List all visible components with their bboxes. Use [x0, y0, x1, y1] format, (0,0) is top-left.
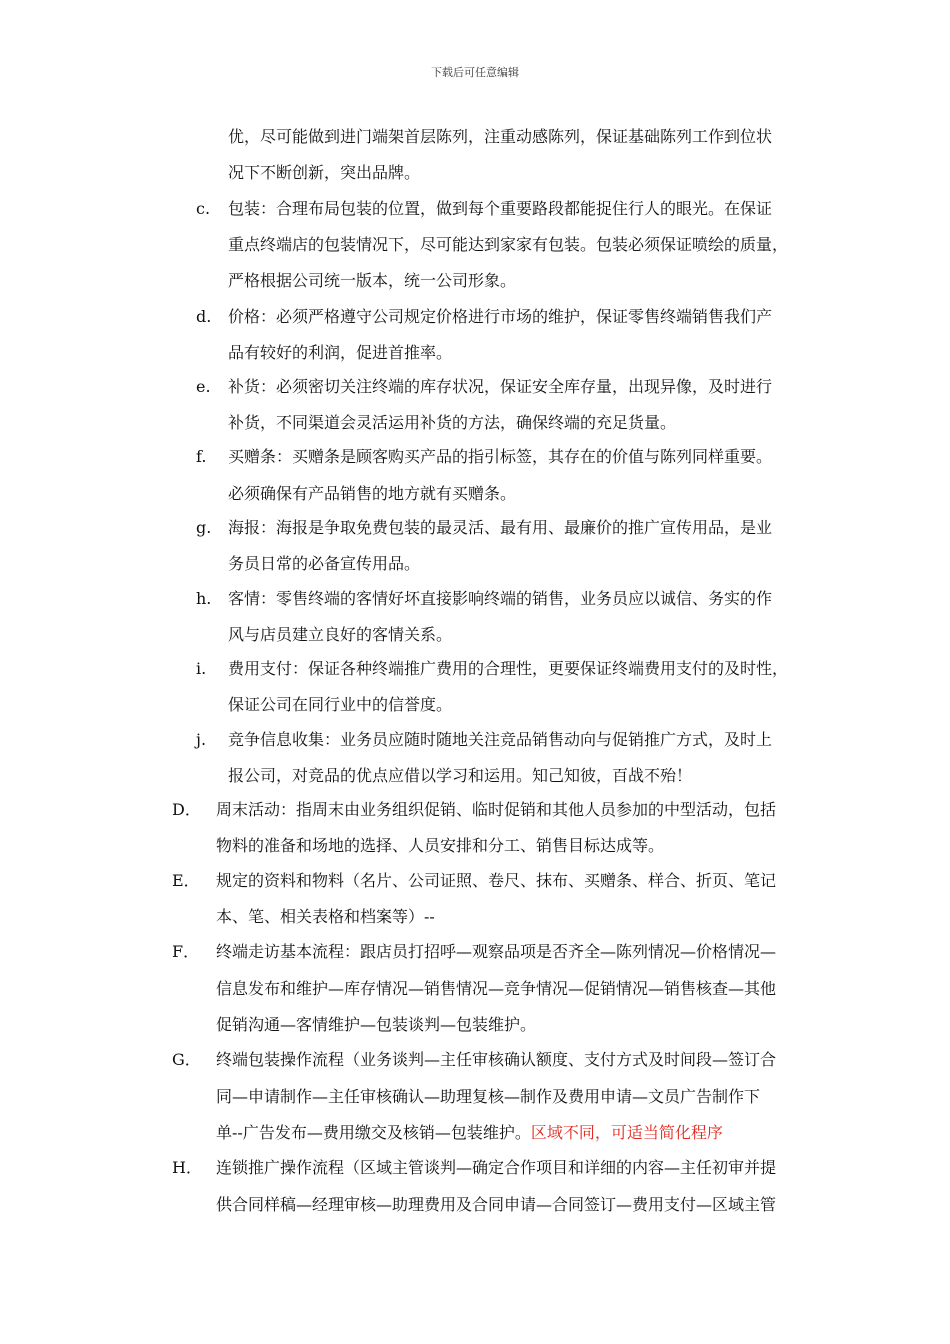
list-item-line: 规定的资料和物料（名片、公司证照、卷尺、抹布、买赠条、样合、折页、笔记: [216, 871, 777, 890]
list-item-line: 报公司，对竞品的优点应借以学习和运用。知己知彼，百战不殆！: [228, 766, 693, 785]
list-item-line: 费用支付：保证各种终端推广费用的合理性，更要保证终端费用支付的及时性，: [228, 659, 789, 678]
page-header: 下载后可任意编辑: [431, 66, 519, 79]
list-item-line: 本、笔、相关表格和档案等）--: [216, 907, 435, 926]
list-item-line: 海报：海报是争取免费包装的最灵活、最有用、最廉价的推广宣传用品，是业: [228, 518, 773, 537]
list-item-line: 连锁推广操作流程（区域主管谈判—确定合作项目和详细的内容—主任初审并提: [216, 1158, 777, 1177]
list-item-line: 客情：零售终端的客情好坏直接影响终端的销售，业务员应以诚信、务实的作: [228, 589, 773, 608]
list-marker: H．: [172, 1158, 202, 1177]
list-item-line: 保证公司在同行业中的信誉度。: [228, 695, 453, 714]
list-item-line: 必须确保有产品销售的地方就有买赠条。: [228, 484, 517, 503]
list-item-line: 周末活动：指周末由业务组织促销、临时促销和其他人员参加的中型活动，包括: [216, 800, 777, 819]
list-marker: c.: [196, 199, 211, 218]
list-item-line: 品有较好的利润，促进首推率。: [228, 343, 453, 362]
list-item-line: 务员日常的必备宣传用品。: [228, 554, 421, 573]
list-marker: F．: [172, 942, 200, 961]
list-item-line: [216, 1123, 723, 1143]
list-marker: d.: [196, 307, 212, 326]
list-marker: E．: [172, 871, 200, 890]
list-item-line: 严格根据公司统一版本，统一公司形象。: [228, 271, 517, 290]
highlight-note: 区域不同，可适当简化程序: [530, 1123, 723, 1142]
list-item-line: 同—申请制作—主任审核确认—助理复核—制作及费用申请—文员广告制作下: [216, 1087, 761, 1106]
list-item-line: 重点终端店的包装情况下，尽可能达到家家有包装。包装必须保证喷绘的质量，: [228, 235, 789, 254]
list-item-line: 买赠条：买赠条是顾客购买产品的指引标签，其存在的价值与陈列同样重要。: [228, 447, 773, 466]
list-marker: D．: [172, 800, 201, 819]
list-item-line: 终端走访基本流程：跟店员打招呼—观察品项是否齐全—陈列情况—价格情况—: [216, 942, 777, 961]
list-item-line: 终端包装操作流程（业务谈判—主任审核确认额度、支付方式及时间段—签订合: [216, 1050, 777, 1069]
list-item-line: 风与店员建立良好的客情关系。: [228, 625, 453, 644]
list-item-line: 促销沟通—客情维护—包装谈判—包装维护。: [216, 1015, 537, 1034]
list-marker: G．: [172, 1050, 201, 1069]
list-marker: h.: [196, 589, 212, 608]
list-item-line: 竞争信息收集：业务员应随时随地关注竞品销售动向与促销推广方式，及时上: [228, 730, 773, 749]
list-item-line: 信息发布和维护—库存情况—销售情况—竞争情况—促销情况—销售核查—其他: [216, 979, 777, 998]
continuation-line: 优，尽可能做到进门端架首层陈列，注重动感陈列，保证基础陈列工作到位状: [228, 127, 773, 146]
list-marker: e.: [196, 377, 211, 396]
list-item-line: 价格：必须严格遵守公司规定价格进行市场的维护，保证零售终端销售我们产: [228, 307, 773, 326]
list-item-line: 供合同样稿—经理审核—助理费用及合同申请—合同签订—费用支付—区域主管: [216, 1195, 777, 1214]
list-item-line: 补货：必须密切关注终端的库存状况，保证安全库存量，出现异像，及时进行: [228, 377, 773, 396]
list-item-line: 包装：合理布局包装的位置，做到每个重要路段都能捉住行人的眼光。在保证: [228, 199, 773, 218]
continuation-line: 况下不断创新，突出品牌。: [228, 163, 421, 182]
list-item-line: 物料的准备和场地的选择、人员安排和分工、销售目标达成等。: [216, 836, 665, 855]
list-marker: f.: [196, 447, 207, 466]
list-marker: i.: [196, 659, 207, 678]
list-marker: j.: [196, 730, 207, 749]
list-item-line: 补货，不同渠道会灵活运用补货的方法，确保终端的充足货量。: [228, 413, 677, 432]
list-marker: g.: [196, 518, 212, 537]
list-item-text: 单--广告发布—费用缴交及核销—包装维护。: [216, 1123, 531, 1142]
